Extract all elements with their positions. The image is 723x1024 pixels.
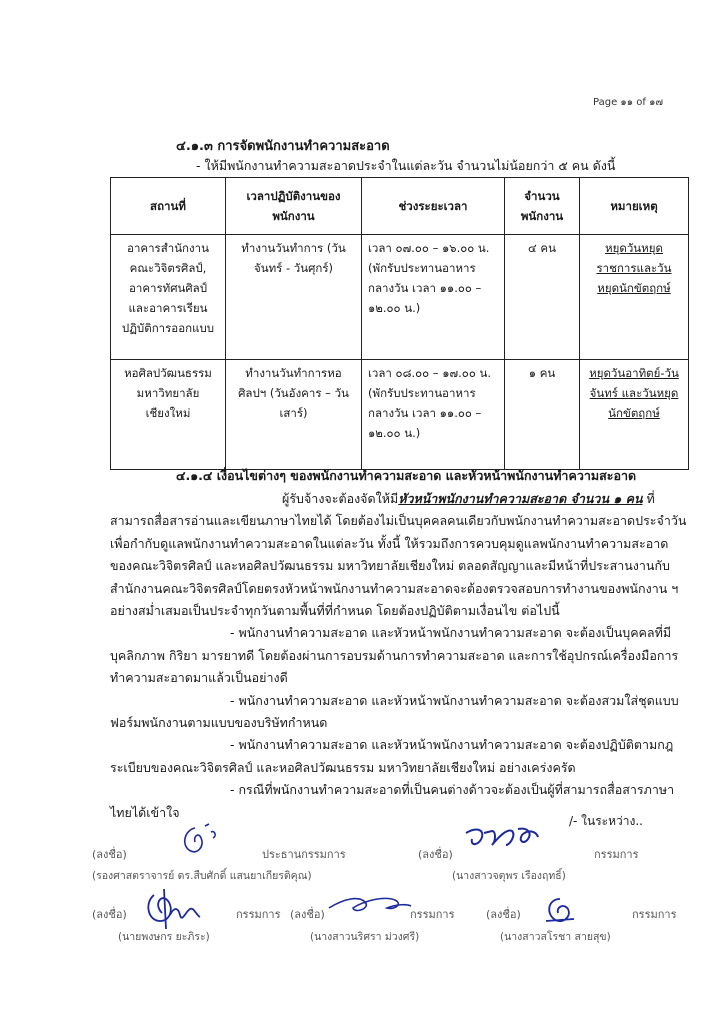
header-period: ช่วงระยะเวลา — [362, 178, 505, 235]
signature-label-member4: (ลงชื่อ) — [486, 908, 521, 921]
name-member1: (นางสาวจตุพร เรืองฤทธิ์) — [452, 870, 566, 882]
condition-item: - กรณีที่พนักงานทำความสะอาดที่เป็นคนต่างด้าวจะต้องเป็นผู้ที่สามารถสื่อสารภาษาไทยได้เข้าใจ — [110, 782, 675, 820]
condition-item: - พนักงานทำความสะอาด และหัวหน้าพนักงานทำความสะอาด จะต้องสวมใส่ชุดแบบฟอร์มพนักงานตามแบบของบริษัทกำหนด — [110, 692, 679, 731]
member1-signature — [462, 823, 542, 855]
condition-item: - พนักงานทำความสะอาด และหัวหน้าพนักงานทำความสะอาด จะต้องปฏิบัติตามกฎระเบียบของคณะวิจิตรศิลป์ และหอศิลปวัฒนธรรม มหาวิทยาลัยเชียงใหม่ อย่างเคร่งครัด — [110, 737, 674, 775]
cell-location: หอศิลปวัฒนธรรม มหาวิทยาลัยเชียงใหม่ — [111, 360, 226, 470]
role-member1: กรรมการ — [594, 848, 639, 861]
table-row — [111, 360, 689, 470]
header-work-time: เวลาปฏิบัติงานของพนักงาน — [226, 178, 362, 235]
role-member4: กรรมการ — [632, 908, 677, 921]
member4-signature — [540, 893, 580, 927]
cell-work-time: ทำงานวันทำการ (วันจันทร์ - วันศุกร์) — [226, 235, 362, 360]
signature-label-member2: (ลงชื่อ) — [92, 908, 127, 921]
cell-period: เวลา ๐๗.๐๐ – ๑๖.๐๐ น. (พักรับประทานอาหารกลางวัน เวลา ๑๑.๐๐ – ๑๒.๐๐ น.) — [362, 235, 505, 360]
conditions-body — [110, 488, 690, 824]
name-chair: (รองศาสตราจารย์ ดร.สืบศักดิ์ แสนยาเกียรติคุณ) — [92, 870, 312, 882]
signature-label-chair: (ลงชื่อ) — [92, 848, 127, 861]
cell-period: เวลา ๐๘.๐๐ – ๑๗.๐๐ น. (พักรับประทานอาหารกลางวัน เวลา ๑๑.๐๐ – ๑๒.๐๐ น.) — [362, 360, 505, 470]
role-member3: กรรมการ — [410, 908, 455, 921]
supervisor-requirement: หัวหน้าพนักงานทำความสะอาด จำนวน ๑ คน — [398, 491, 643, 506]
signature-label-member3: (ลงชื่อ) — [290, 908, 325, 921]
continued-marker: /- ในระหว่าง.. — [568, 814, 643, 828]
section-intro: - ให้มีพนักงานทำความสะอาดประจำในแต่ละวัน จำนวนไม่น้อยกว่า ๕ คน ดังนี้ — [196, 158, 616, 173]
cell-staff-count: ๔ คน — [505, 235, 580, 360]
cell-remarks: หยุดวันหยุดราชการและวันหยุดนักขัตฤกษ์ — [580, 235, 689, 360]
name-member2: (นายพงษกร ยะภิระ) — [118, 931, 210, 943]
paragraph-lead: ผู้รับจ้างจะต้องจัดให้มี — [282, 491, 399, 506]
member3-signature — [325, 890, 415, 920]
header-staff-count: จำนวนพนักงาน — [505, 178, 580, 235]
cell-work-time: ทำงานวันทำการหอศิลปฯ (วันอังคาร – วันเสาร์) — [226, 360, 362, 470]
staffing-table — [110, 177, 689, 470]
section-heading-4-1-4: ๔.๑.๔ เงื่อนไขต่างๆ ของพนักงานทำความสะอาด และหัวหน้าพนักงานทำความสะอาด — [176, 468, 637, 483]
header-location: สถานที่ — [111, 178, 226, 235]
cell-staff-count: ๑ คน — [505, 360, 580, 470]
table-row — [111, 235, 689, 360]
paragraph-rest: ที่สามารถสื่อสารอ่านและเขียนภาษาไทยได้ โดยต้องไม่เป็นบุคคลคนเดียวกับพนักงานทำความสะอาดประจำวัน เพื่อกำกับดูแลพนักงานทำความสะอาดในแต่ละวัน ทั้งนี้ ให้รวมถึงการควบคุมดูแลพนักงานทำความสะอาดของคณะวิจิตรศิลป์ และหอศิลปวัฒนธรรม มหาวิทยาลัยเชียงใหม่ ตลอดสัญญาและมีหน้าที่ประสานงานกับสำนักงานคณะวิจิตรศิลป์โดยตรงหัวหน้าพนักงานทำความสะอาดจะต้องตรวจสอบการทำงานของพนักงาน ฯ อย่างสม่ำเสมอเป็นประจำทุกวันตามพื้นที่ที่กำหนด โดยต้องปฏิบัติตามเงื่อนไข ต่อไปนี้ — [110, 491, 687, 619]
table-header-row — [111, 178, 689, 235]
header-remarks: หมายเหตุ — [580, 178, 689, 235]
name-member4: (นางสาวสโรชา สายสุข) — [500, 931, 611, 943]
role-member2: กรรมการ — [236, 908, 281, 921]
page-number: Page ๑๑ of ๑๗ — [593, 97, 663, 108]
conditions-paragraph — [110, 488, 690, 622]
condition-item: - พนักงานทำความสะอาด และหัวหน้าพนักงานทำความสะอาด จะต้องเป็นบุคคลที่มีบุคลิกภาพ กิริยา มารยาทดี โดยต้องผ่านการอบรมด้านการทำความสะอาด และการใช้อุปกรณ์เครื่องมือการทำความสะอาดมาแล้วเป็นอย่างดี — [110, 625, 679, 686]
cell-location: อาคารสำนักงานคณะวิจิตรศิลป์, อาคารทัศนศิลป์ และอาคารเรียนปฏิบัติการออกแบบ — [111, 235, 226, 360]
signature-label-member1: (ลงชื่อ) — [418, 848, 453, 861]
cell-remarks: หยุดวันอาทิตย์-วันจันทร์ และวันหยุดนักขัตฤกษ์ — [580, 360, 689, 470]
role-chair: ประธานกรรมการ — [262, 848, 346, 861]
section-heading-4-1-3: ๔.๑.๓ การจัดพนักงานทำความสะอาด — [176, 139, 390, 154]
chair-signature — [175, 820, 220, 865]
name-member3: (นางสาวนริศรา ม่วงศรี) — [310, 931, 420, 943]
